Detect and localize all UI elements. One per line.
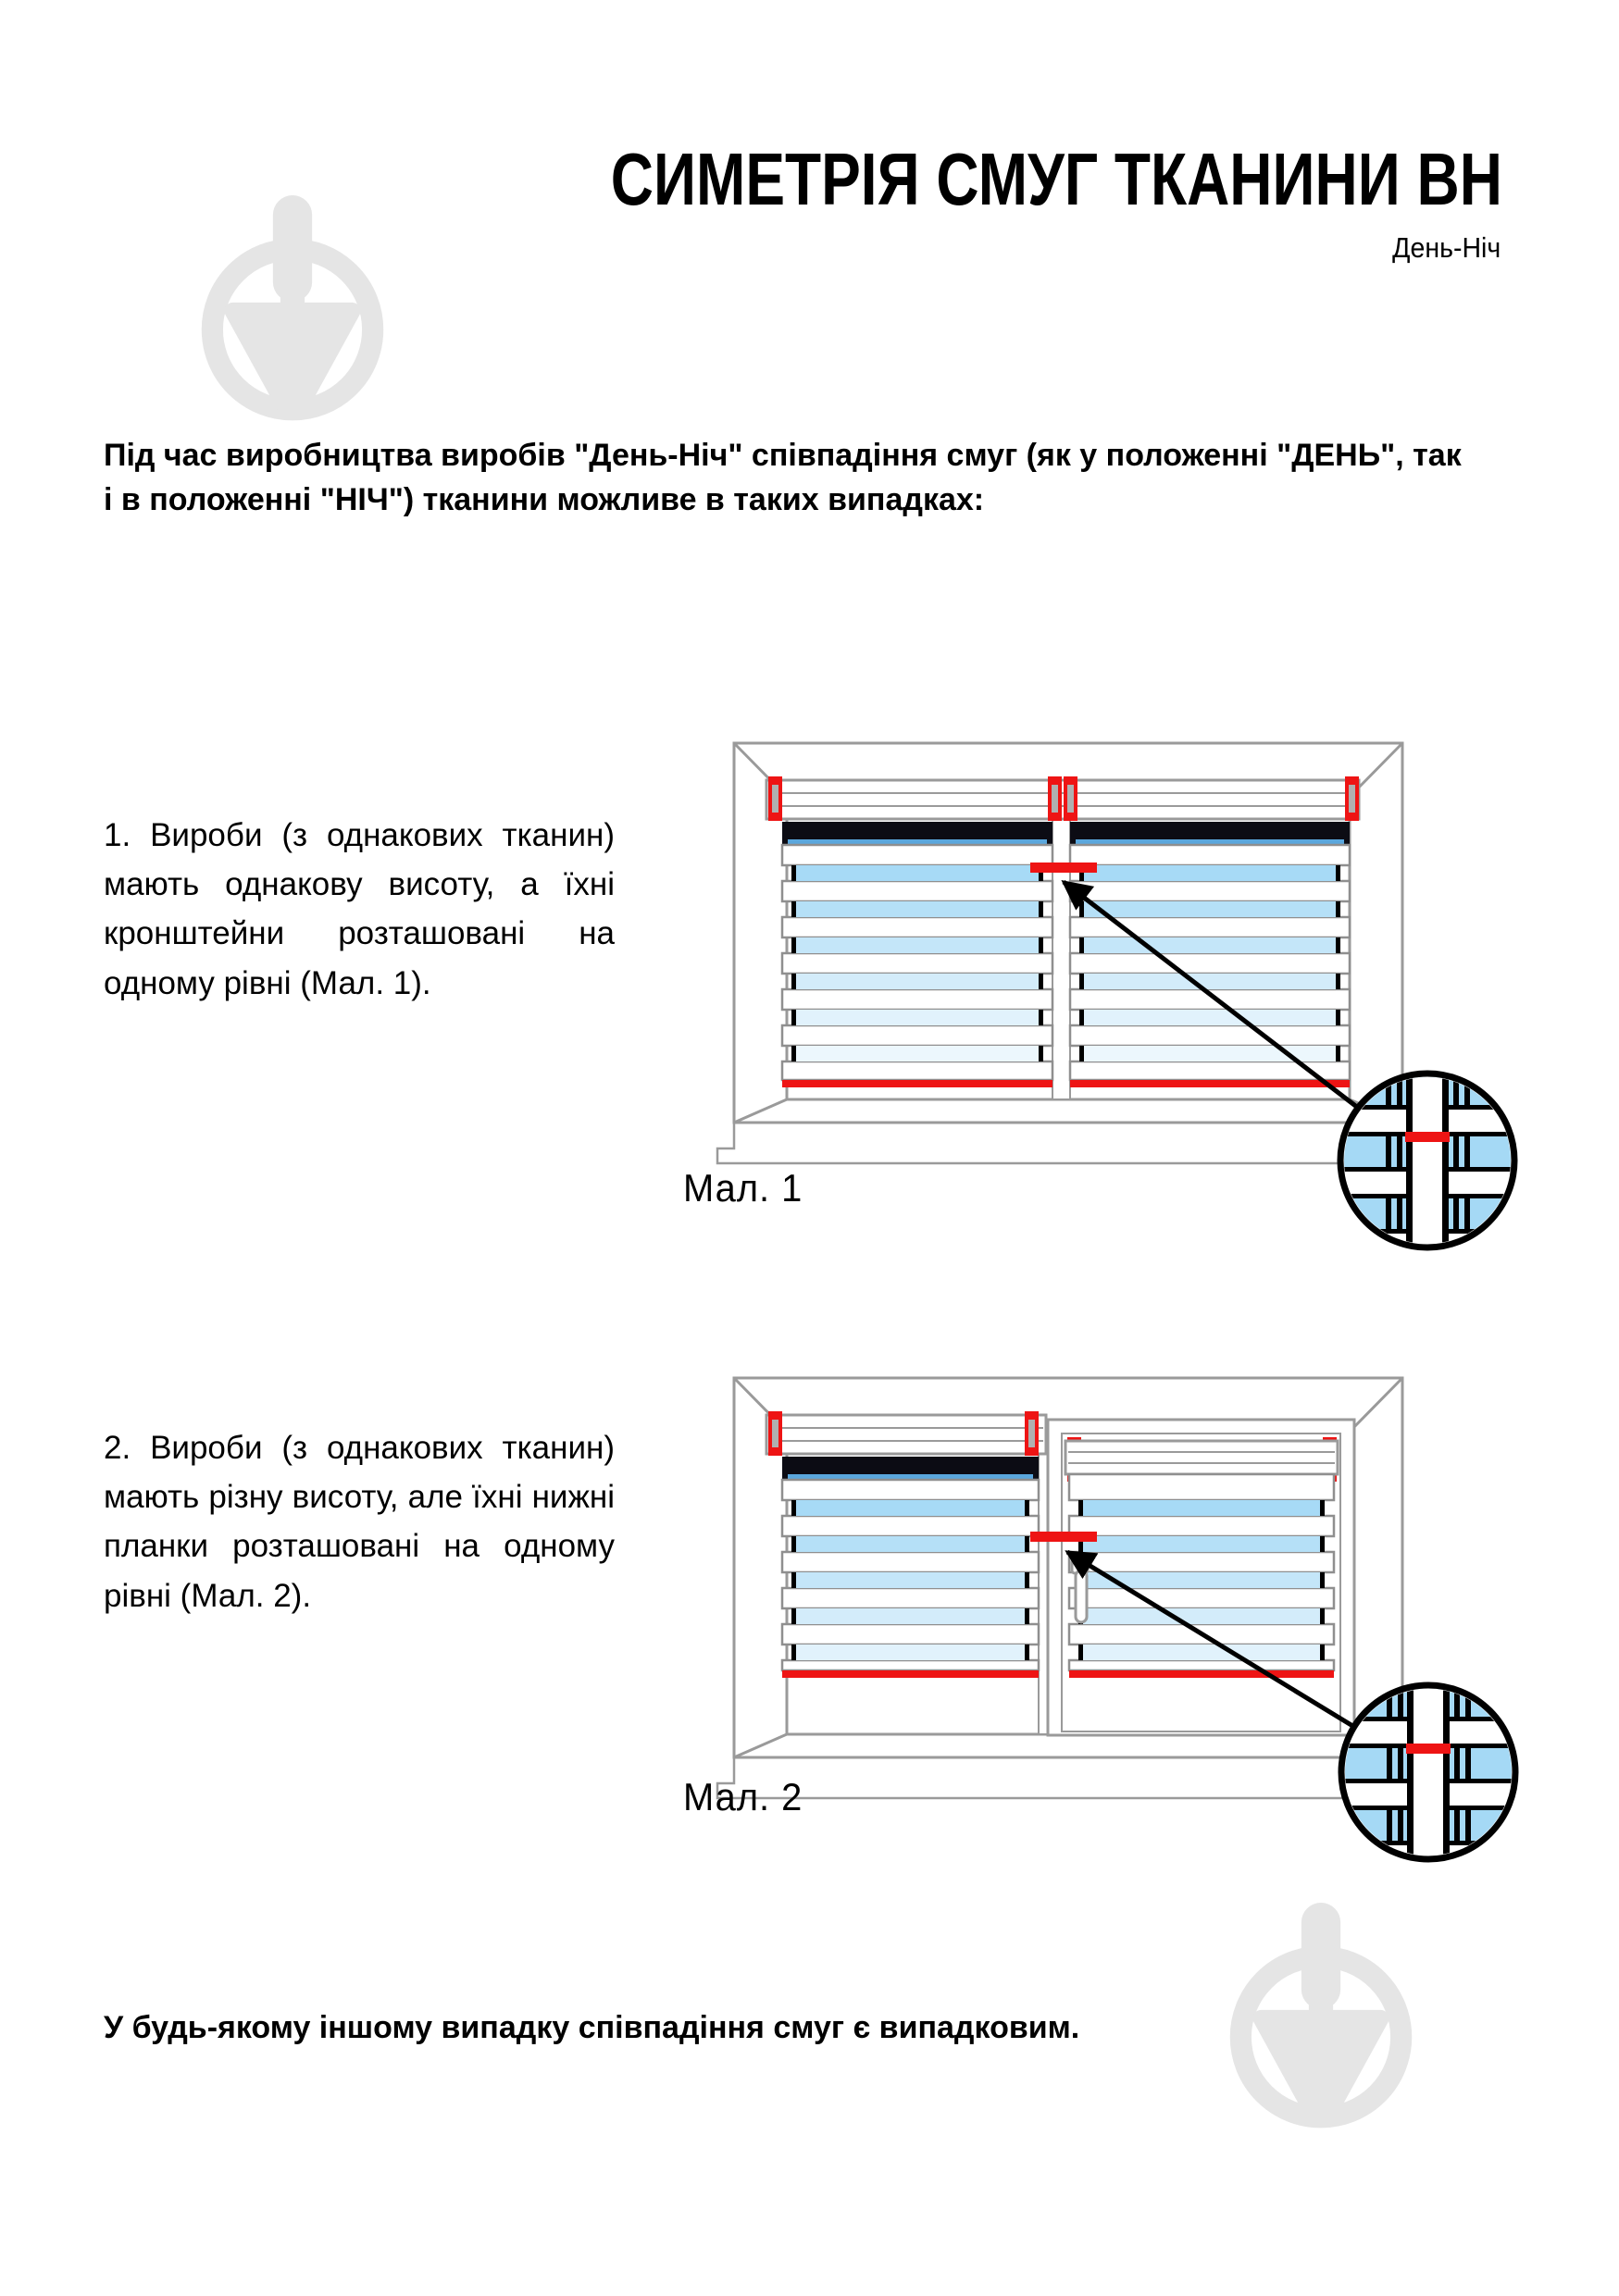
- magnifier-inset-icon: [1341, 1682, 1515, 1860]
- intro-paragraph: Під час виробництва виробів "День-Ніч" співпадіння смуг (як у положенні "ДЕНЬ", так і в положенні "НІЧ") тканини можливе в таких випадках:: [104, 438, 1462, 518]
- bottom-bar-line: [782, 1670, 1039, 1678]
- window-sill: [717, 1757, 1401, 1798]
- window-sill: [717, 1123, 1401, 1163]
- conclusion-text: У будь-якому іншому випадку співпадіння смуг є випадковим.: [104, 2010, 1080, 2045]
- figure-1-caption: Мал. 1: [683, 1166, 803, 1210]
- figure-1-window-diagram: [690, 734, 1523, 1308]
- left-blind: [782, 822, 1052, 1087]
- blind-cassette: [766, 780, 1359, 819]
- window-handle-icon: [1072, 1559, 1088, 1622]
- stripe-alignment-marker: [1030, 1532, 1097, 1542]
- trowel-logo-watermark-icon: [190, 190, 395, 432]
- blind-cassette-lower: [1065, 1441, 1338, 1474]
- right-blind: [1070, 822, 1350, 1087]
- stripe-alignment-marker: [1030, 863, 1097, 873]
- figure-2-caption: Мал. 2: [683, 1775, 803, 1818]
- bottom-bar-line: [1069, 1670, 1334, 1678]
- case-1-text: 1. Вироби (з однакових тканин) мають однакову висоту, а їхні кронштейни розташовані на одному рівні (Мал. 1).: [104, 817, 615, 1001]
- figure-2-window-diagram: [690, 1369, 1523, 1942]
- blind-cassette: [766, 1415, 1046, 1454]
- case-2-text: 2. Вироби (з однакових тканин) мають різну висоту, але їхні нижні планки розташовані на одному рівні (Мал. 2).: [104, 1430, 615, 1614]
- bottom-bar-line: [782, 1080, 1052, 1087]
- window-mullion: [1052, 819, 1070, 1099]
- left-blind: [782, 1457, 1039, 1678]
- page-subtitle: День-Ніч: [1391, 231, 1501, 264]
- bottom-bar-line: [1070, 1080, 1350, 1087]
- magnifier-inset-icon: [1340, 1070, 1514, 1248]
- page-title: СИМЕТРІЯ СМУГ ТКАНИНИ ВН: [610, 138, 1502, 220]
